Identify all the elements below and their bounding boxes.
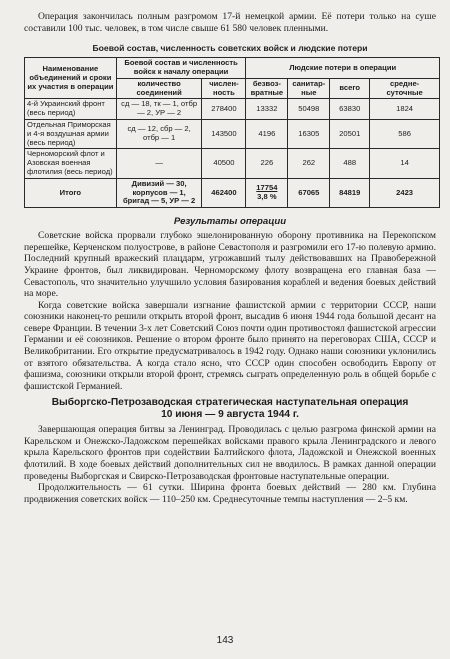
row-composition: сд — 18, тк — 1, отбр — 2, УР — 2 bbox=[116, 99, 202, 120]
row-total: 488 bbox=[330, 149, 370, 178]
total-irrecoverable: 17754 bbox=[256, 183, 278, 193]
table-row bbox=[25, 119, 440, 148]
total-total: 84819 bbox=[330, 178, 370, 207]
header-sanitary: санитар-ные bbox=[288, 78, 330, 99]
results-title: Результаты операции bbox=[173, 216, 287, 228]
total-daily: 2423 bbox=[370, 178, 440, 207]
header-irrecoverable: безвоз-вратные bbox=[246, 78, 288, 99]
header-total: всего bbox=[330, 78, 370, 99]
operation-paragraph-1: Завершающая операция битвы за Ленинград. Проводилась с целью разгрома финской армии на Карельском и Онежско-Ладожском перешейках войсками правого крыла Ленинградского и левого крыла Карельского фронтов при содействии Балтийского флота, Ладожской и Онежской военных флотилий. В ходе боевых действий дополнительных сил не вводилось. В рамках данной операции проведены Выборгская и Свирско-Петрозаводская фронтовые наступательные операции. bbox=[24, 424, 436, 482]
losses-table bbox=[24, 57, 440, 208]
results-paragraph-1: Советские войска прорвали глубоко эшелонированную оборону противника на Перекопском перешейке, Керченском полуострове, в районе Севастополя и разгромили его 17-ю полевую армию. Последний крупный вражеский плацдарм, угрожавший тылу действовавших на Правобережной Украине фронтов, был ликвидирован. Черноморскому флоту возвращена его главная база — Севастополь, что значительно улучшило условия базирования кораблей и ведения боевых действий на море. bbox=[24, 230, 436, 300]
row-strength: 143500 bbox=[202, 119, 246, 148]
operation-dates: 10 июня — 9 августа 1944 г. bbox=[161, 408, 299, 420]
total-sanitary: 67065 bbox=[288, 178, 330, 207]
row-name: 4-й Украинский фронт (весь период) bbox=[25, 99, 117, 120]
row-strength: 278400 bbox=[202, 99, 246, 120]
row-irrecoverable: 226 bbox=[246, 149, 288, 178]
operation-title-block bbox=[24, 397, 436, 420]
header-losses-group: Людские потери в операции bbox=[246, 58, 440, 79]
table-row bbox=[25, 99, 440, 120]
row-daily: 14 bbox=[370, 149, 440, 178]
table-header-row bbox=[25, 58, 440, 79]
table-total-row bbox=[25, 178, 440, 207]
operation-title: Выборгско-Петрозаводская стратегическая наступательная операция bbox=[51, 397, 409, 409]
intro-paragraph: Операция закончилась полным разгромом 17-й немецкой армии. Её потери только на суше составили 100 тыс. человек, в том числе свыше 61 580 человек пленными. bbox=[24, 11, 436, 34]
operation-paragraph-2: Продолжительность — 61 сутки. Ширина фронта боевых действий — 280 км. Глубина продвижения советских войск — 110–250 км. Среднесуточные темпы наступления — 2–5 км. bbox=[24, 482, 436, 505]
row-composition: — bbox=[116, 149, 202, 178]
header-daily: средне-суточные bbox=[370, 78, 440, 99]
row-sanitary: 50498 bbox=[288, 99, 330, 120]
total-irrecoverable-cell bbox=[246, 178, 288, 207]
table-title: Боевой состав, численность советских войск и людские потери bbox=[92, 43, 368, 54]
results-paragraph-2: Когда советские войска завершали изгнание фашистской армии с территории СССР, наши союзники наконец-то решили открыть второй фронт, высадив 6 июня 1944 года большой десант на севере Франции. В течении 3-х лет Советский Союз почти один противостоял фашистской агрессии Германии и её союзников. Решение о втором фронте было принято на переговорах США, СССР и Великобритании. Его открытие предусматривалось в 1942 году. Однако наши союзники уклонились от взятого обязательства. А когда стало ясно, что СССР один способен освободить Европу от фашизма, союзники открыли второй фронт, стремясь сыграть определенную роль в общей борьбе с фашистской Германией. bbox=[24, 299, 436, 392]
row-irrecoverable: 4196 bbox=[246, 119, 288, 148]
total-composition: Дивизий — 30, корпусов — 1, бригад — 5, УР — 2 bbox=[116, 178, 202, 207]
header-name: Наименование объединений и сроки их участия в операции bbox=[25, 58, 117, 99]
row-composition: сд — 12, сбр — 2, отбр — 1 bbox=[116, 119, 202, 148]
row-daily: 1824 bbox=[370, 99, 440, 120]
row-total: 63830 bbox=[330, 99, 370, 120]
row-sanitary: 16305 bbox=[288, 119, 330, 148]
header-composition-group: Боевой состав и численность войск к началу операции bbox=[116, 58, 246, 79]
table-row bbox=[25, 149, 440, 178]
total-name: Итого bbox=[25, 178, 117, 207]
row-name: Отдельная Приморская и 4-я воздушная армии (весь период) bbox=[25, 119, 117, 148]
page-number: 143 bbox=[216, 635, 234, 646]
row-name: Черноморский флот и Азовская военная флотилия (весь период) bbox=[25, 149, 117, 178]
total-strength: 462400 bbox=[202, 178, 246, 207]
row-strength: 40500 bbox=[202, 149, 246, 178]
total-irrecoverable-pct: 3,8 % bbox=[257, 191, 277, 201]
header-composition: количество соединений bbox=[116, 78, 202, 99]
row-sanitary: 262 bbox=[288, 149, 330, 178]
row-total: 20501 bbox=[330, 119, 370, 148]
row-daily: 586 bbox=[370, 119, 440, 148]
header-strength: числен-ность bbox=[202, 78, 246, 99]
row-irrecoverable: 13332 bbox=[246, 99, 288, 120]
